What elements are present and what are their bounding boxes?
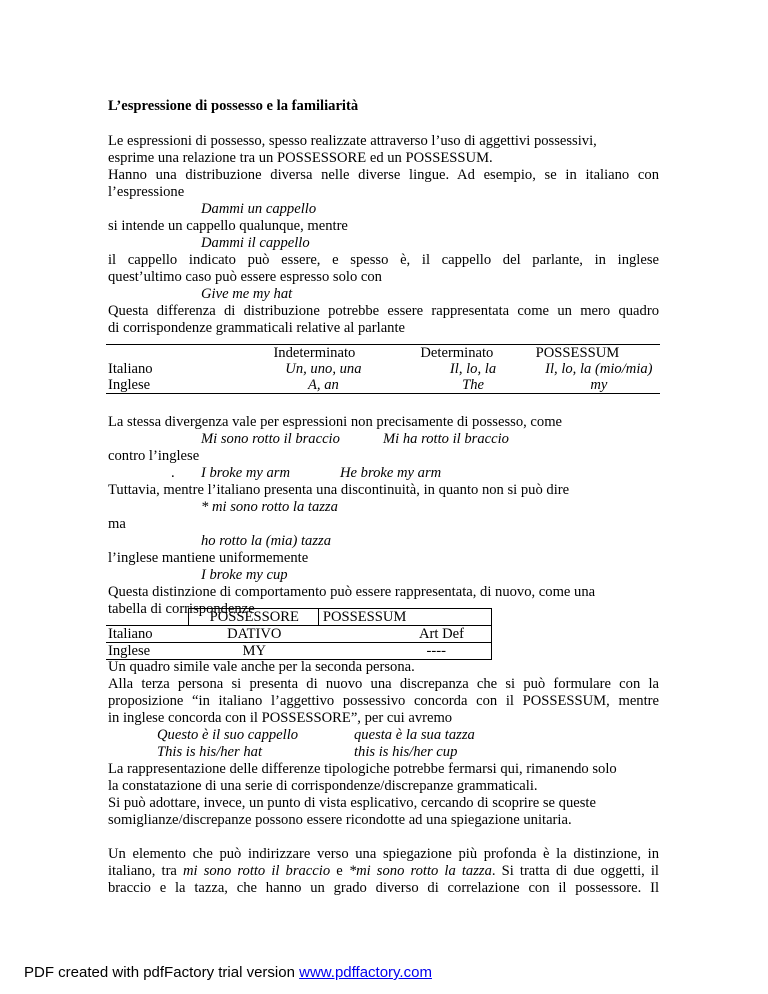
paragraph-line: la constatazione di una serie di corrispondenze/discrepanze grammaticali. (108, 778, 538, 794)
table-header-cell: POSSESSUM (535, 345, 620, 361)
list-marker: . (171, 465, 175, 481)
paragraph-line: in inglese concorda con il POSSESSORE”, per cui avremo (108, 710, 453, 726)
example-sentence: Mi sono rotto il braccio (201, 431, 340, 447)
paragraph-line: Un quadro simile vale anche per la seconda persona. (108, 659, 415, 675)
paragraph-line (108, 863, 659, 880)
table-cell: Inglese (106, 643, 188, 660)
table-cell: Un, uno, una (285, 361, 362, 377)
paragraph-line: il cappello indicato può essere, e spesso è, il cappello del parlante, in inglese (108, 252, 659, 268)
table-header-cell: POSSESSUM (318, 609, 491, 626)
paragraph-line: di corrispondenze grammaticali relative al parlante (108, 320, 406, 336)
pdf-footer (24, 964, 432, 981)
paragraph-line: si intende un cappello qualunque, mentre (108, 218, 348, 234)
example-sentence: Questo è il suo cappello (157, 727, 299, 743)
table-cell: Inglese (108, 377, 151, 393)
inline-example: *mi sono rotto la tazza (348, 863, 492, 879)
table-cell: Il, lo, la (449, 361, 497, 377)
paragraph-line: ma (108, 516, 126, 532)
example-sentence: * mi sono rotto la tazza (201, 499, 338, 515)
example-sentence: I broke my cup (201, 567, 288, 583)
table-cell: my (590, 377, 608, 393)
table-row (106, 377, 660, 394)
table-cell (106, 609, 188, 626)
paragraph-line: contro l’inglese (108, 448, 200, 464)
paragraph-line: Questa distinzione di comportamento può essere rappresentata, di nuovo, come una (108, 584, 596, 600)
table-cell: Italiano (108, 361, 153, 377)
text-span: e (330, 863, 349, 879)
paragraph-line: braccio e la tazza, che hanno un grado diverso di correlazione con il possessore. Il (108, 880, 659, 896)
table-header-row (106, 345, 660, 362)
text-span: italiano, tra (108, 863, 184, 879)
example-sentence: Mi ha rotto il braccio (383, 431, 509, 447)
paragraph-line: l’inglese mantiene uniformemente (108, 550, 309, 566)
paragraph-line: tabella di corrispondenze (108, 601, 255, 617)
paragraph-line: Alla terza persona si presenta di nuovo una discrepanza che si può formulare con la (108, 676, 659, 692)
table-row (106, 361, 660, 377)
correspondence-table-articles (106, 344, 660, 394)
table-cell: Il, lo, la (mio/mia) (545, 361, 653, 377)
table-cell: MY (188, 643, 318, 660)
table-cell: Art Def (318, 626, 491, 643)
paragraph-line: La rappresentazione delle differenze tipologiche potrebbe fermarsi qui, rimanendo solo (108, 761, 617, 777)
table-cell: Italiano (106, 626, 188, 643)
table-cell (106, 345, 178, 362)
example-sentence: Dammi un cappello (201, 201, 317, 217)
table-header-cell: Indeterminato (273, 345, 356, 361)
paragraph-line: Le espressioni di possesso, spesso realizzate attraverso l’uso di aggettivi possessivi, (108, 133, 597, 149)
example-sentence: Give me my hat (201, 286, 293, 302)
footer-text: PDF created with pdfFactory trial version (24, 964, 300, 981)
table-header-cell: Determinato (420, 345, 494, 361)
paragraph-line: proposizione “in italiano l’aggettivo possessivo concorda con il POSSESSUM, mentre (108, 693, 659, 709)
example-sentence: questa è la sua tazza (354, 727, 475, 743)
paragraph-line: l’espressione (108, 184, 185, 200)
text-span: . Si tratta di due oggetti, il (491, 863, 659, 879)
table-cell: DATIVO (188, 626, 318, 643)
correspondence-table-possessive (106, 608, 492, 660)
table-cell: The (462, 377, 484, 393)
paragraph-line: quest’ultimo caso può essere espresso solo con (108, 269, 382, 285)
pdffactory-link[interactable]: www.pdffactory.com (299, 964, 432, 981)
paragraph-line: Un elemento che può indirizzare verso una spiegazione più profonda è la distinzione, in (108, 846, 659, 862)
example-sentence: Dammi il cappello (201, 235, 310, 251)
paragraph-line: esprime una relazione tra un POSSESSORE ed un POSSESSUM. (108, 150, 493, 166)
example-sentence: this is his/her cup (354, 744, 458, 760)
table-header-row (106, 609, 492, 626)
inline-example: mi sono rotto il braccio (183, 863, 331, 879)
table-cell: ---- (318, 643, 491, 660)
table-cell: A, an (308, 377, 339, 393)
paragraph-line: Tuttavia, mentre l’italiano presenta una discontinuità, in quanto non si può dire (108, 482, 570, 498)
table-row (106, 626, 492, 643)
paragraph-line: Hanno una distribuzione diversa nelle diverse lingue. Ad esempio, se in italiano con (108, 167, 659, 183)
example-sentence: He broke my arm (340, 465, 442, 481)
table-row (106, 643, 492, 660)
example-sentence: I broke my arm (201, 465, 291, 481)
paragraph-line: Questa differenza di distribuzione potrebbe essere rappresentata come un mero quadro (108, 303, 659, 319)
paragraph-line: La stessa divergenza vale per espressioni non precisamente di possesso, come (108, 414, 563, 430)
example-sentence: ho rotto la (mia) tazza (201, 533, 331, 549)
paragraph-line: Si può adottare, invece, un punto di vista esplicativo, cercando di scoprire se queste (108, 795, 596, 811)
table-header-cell: POSSESSORE (188, 609, 318, 626)
paragraph-line: somiglianze/discrepanze possono essere ricondotte ad una spiegazione unitaria. (108, 812, 572, 828)
example-sentence: This is his/her hat (157, 744, 263, 760)
document-title: L’espressione di possesso e la familiarità (108, 98, 359, 114)
